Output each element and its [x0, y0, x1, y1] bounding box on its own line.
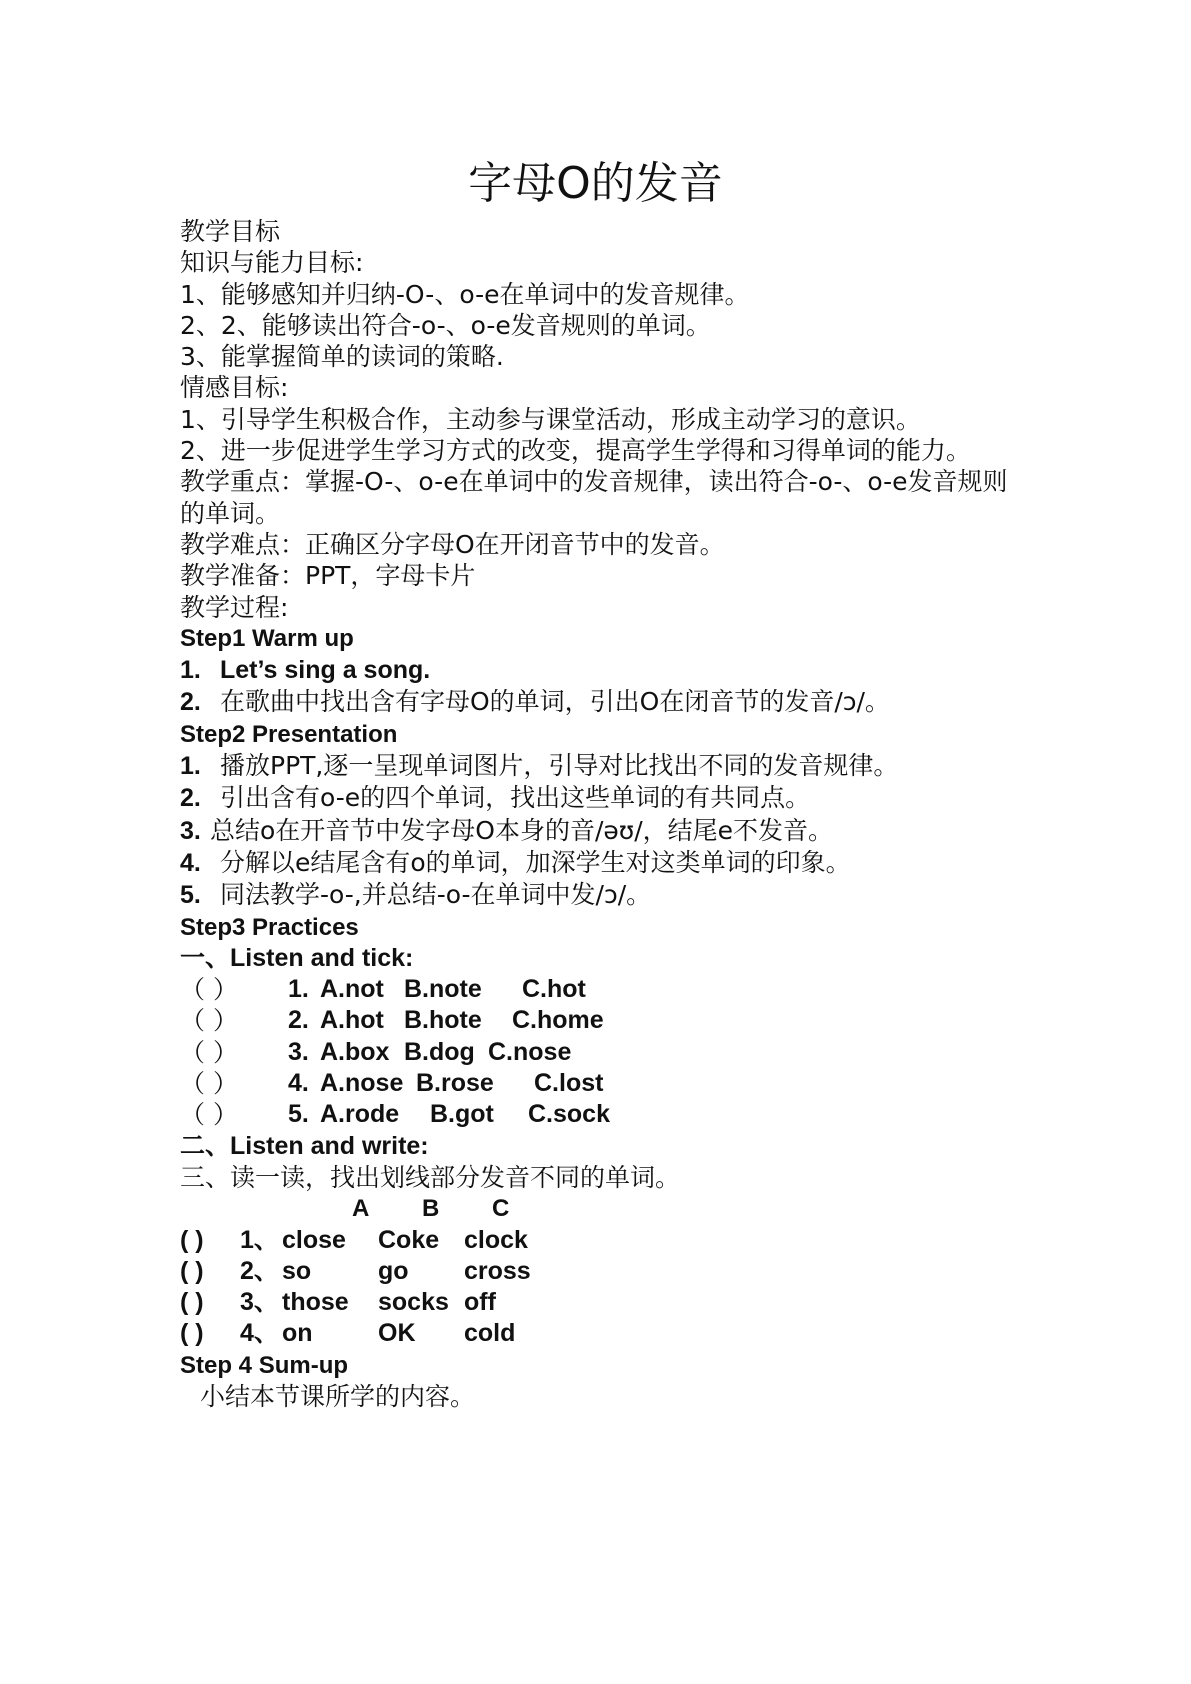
step1-item: [180, 686, 1020, 718]
step1-title: Step1 Warm up: [180, 624, 354, 652]
item-number: 2.: [180, 784, 201, 813]
word-c: cross: [464, 1256, 531, 1285]
word-a: close: [282, 1225, 346, 1254]
option-c: C.sock: [528, 1100, 610, 1129]
read-question: [180, 1256, 1020, 1287]
read-find-heading: 三、读一读，找出划线部分发音不同的单词。: [180, 1162, 681, 1192]
answer-blank: （ ）: [180, 1037, 238, 1067]
step2-item: [180, 879, 1020, 911]
option-c: C.hot: [522, 975, 586, 1004]
step2-item: [180, 815, 1020, 847]
step3-title: Step3 Practices: [180, 913, 359, 941]
item-text: 总结o在开音节中发字母O本身的音/əʊ/，结尾e不发音。: [210, 815, 834, 845]
item-number: 2.: [180, 688, 201, 717]
question-number: 3、: [240, 1288, 279, 1317]
option-a: A.not: [320, 975, 384, 1004]
step4-title: Step 4 Sum-up: [180, 1351, 349, 1379]
option-b: B.dog: [404, 1037, 475, 1066]
option-b: B.note: [404, 975, 482, 1004]
option-a: A.box: [320, 1037, 390, 1066]
tick-question: [180, 974, 1020, 1005]
emotion-item: 2、进一步促进学生学习方式的改变，提高学生学得和习得单词的能力。: [180, 436, 971, 466]
word-b: go: [378, 1256, 409, 1285]
word-b: Coke: [378, 1225, 440, 1254]
item-text: 同法教学-o-,并总结-o-在单词中发/ɔ/。: [220, 880, 652, 910]
listen-write-heading: 二、Listen and write:: [180, 1131, 429, 1160]
step4-text: 小结本节课所学的内容。: [200, 1381, 476, 1411]
read-question: [180, 1225, 1020, 1256]
column-header-a: A: [352, 1195, 370, 1223]
item-number: 5.: [180, 881, 201, 910]
question-number: 2.: [288, 1006, 309, 1035]
word-c: off: [464, 1288, 496, 1317]
question-number: 2、: [240, 1256, 279, 1285]
item-text: Let’s sing a song.: [220, 656, 431, 685]
answer-blank: ( ): [180, 1288, 204, 1317]
item-number: 1.: [180, 752, 201, 781]
column-header-c: C: [492, 1195, 510, 1223]
tick-question: [180, 1037, 1020, 1068]
question-number: 1.: [288, 975, 309, 1004]
option-c: C.lost: [534, 1069, 604, 1098]
knowledge-item: 1、能够感知并归纳-O-、o-e在单词中的发音规律。: [180, 279, 750, 309]
knowledge-heading: 知识与能力目标:: [180, 248, 364, 278]
page-title: 字母O的发音: [468, 158, 723, 209]
question-number: 4.: [288, 1069, 309, 1098]
question-number: 3.: [288, 1037, 309, 1066]
read-question: [180, 1287, 1020, 1318]
option-b: B.rose: [416, 1069, 494, 1098]
option-a: A.hot: [320, 1006, 384, 1035]
step2-item: [180, 750, 1020, 782]
question-number: 4、: [240, 1319, 279, 1348]
option-a: A.rode: [320, 1100, 400, 1129]
answer-blank: ( ): [180, 1225, 204, 1254]
answer-blank: （ ）: [180, 1069, 238, 1099]
item-number: 3.: [180, 816, 201, 845]
item-text: 分解以e结尾含有o的单词，加深学生对这类单词的印象。: [220, 847, 851, 877]
option-column-headers: [180, 1193, 1020, 1224]
step2-item: [180, 847, 1020, 879]
word-a: on: [282, 1319, 313, 1348]
word-a: so: [282, 1256, 312, 1285]
listen-tick-heading: 一、Listen and tick:: [180, 943, 414, 972]
knowledge-item: 3、能掌握简单的读词的策略.: [180, 342, 504, 372]
word-b: OK: [378, 1319, 416, 1348]
word-c: cold: [464, 1319, 516, 1348]
option-a: A.nose: [320, 1069, 404, 1098]
answer-blank: （ ）: [180, 975, 238, 1005]
option-c: C.home: [512, 1006, 604, 1035]
step2-item: [180, 782, 1020, 814]
objectives-heading: 教学目标: [180, 217, 281, 246]
answer-blank: ( ): [180, 1319, 204, 1348]
item-text: 播放PPT,逐一呈现单词图片，引导对比找出不同的发音规律。: [220, 751, 899, 781]
difficulty: 教学难点：正确区分字母O在开闭音节中的发音。: [180, 529, 725, 559]
word-a: those: [282, 1288, 349, 1317]
option-b: B.got: [430, 1100, 494, 1129]
step2-title: Step2 Presentation: [180, 720, 398, 748]
step1-item: [180, 654, 1020, 686]
key-points: 教学重点：掌握-O-、o-e在单词中的发音规律，读出符合-o-、o-e发音规则的单词。: [180, 467, 1008, 528]
tick-question: [180, 1005, 1020, 1036]
column-header-b: B: [422, 1195, 440, 1223]
tick-question: [180, 1068, 1020, 1099]
word-b: socks: [378, 1288, 449, 1317]
emotion-item: 1、引导学生积极合作，主动参与课堂活动，形成主动学习的意识。: [180, 404, 921, 434]
answer-blank: （ ）: [180, 1006, 238, 1036]
question-number: 1、: [240, 1225, 279, 1254]
preparation: 教学准备：PPT，字母卡片: [180, 561, 476, 591]
answer-blank: ( ): [180, 1256, 204, 1285]
answer-blank: （ ）: [180, 1100, 238, 1130]
option-c: C.nose: [488, 1037, 572, 1066]
item-number: 4.: [180, 848, 201, 877]
item-text: 在歌曲中找出含有字母O的单词，引出O在闭音节的发音/ɔ/。: [220, 687, 890, 717]
process-heading: 教学过程:: [180, 592, 289, 622]
read-question: [180, 1318, 1020, 1349]
question-number: 5.: [288, 1100, 309, 1129]
lesson-content: [180, 216, 1020, 1412]
tick-question: [180, 1099, 1020, 1130]
emotion-heading: 情感目标:: [180, 373, 289, 403]
knowledge-item: 2、2、能够读出符合-o-、o-e发音规则的单词。: [180, 310, 711, 340]
option-b: B.hote: [404, 1006, 482, 1035]
word-c: clock: [464, 1225, 528, 1254]
item-number: 1.: [180, 656, 201, 685]
item-text: 引出含有o-e的四个单词，找出这些单词的有共同点。: [220, 783, 811, 813]
